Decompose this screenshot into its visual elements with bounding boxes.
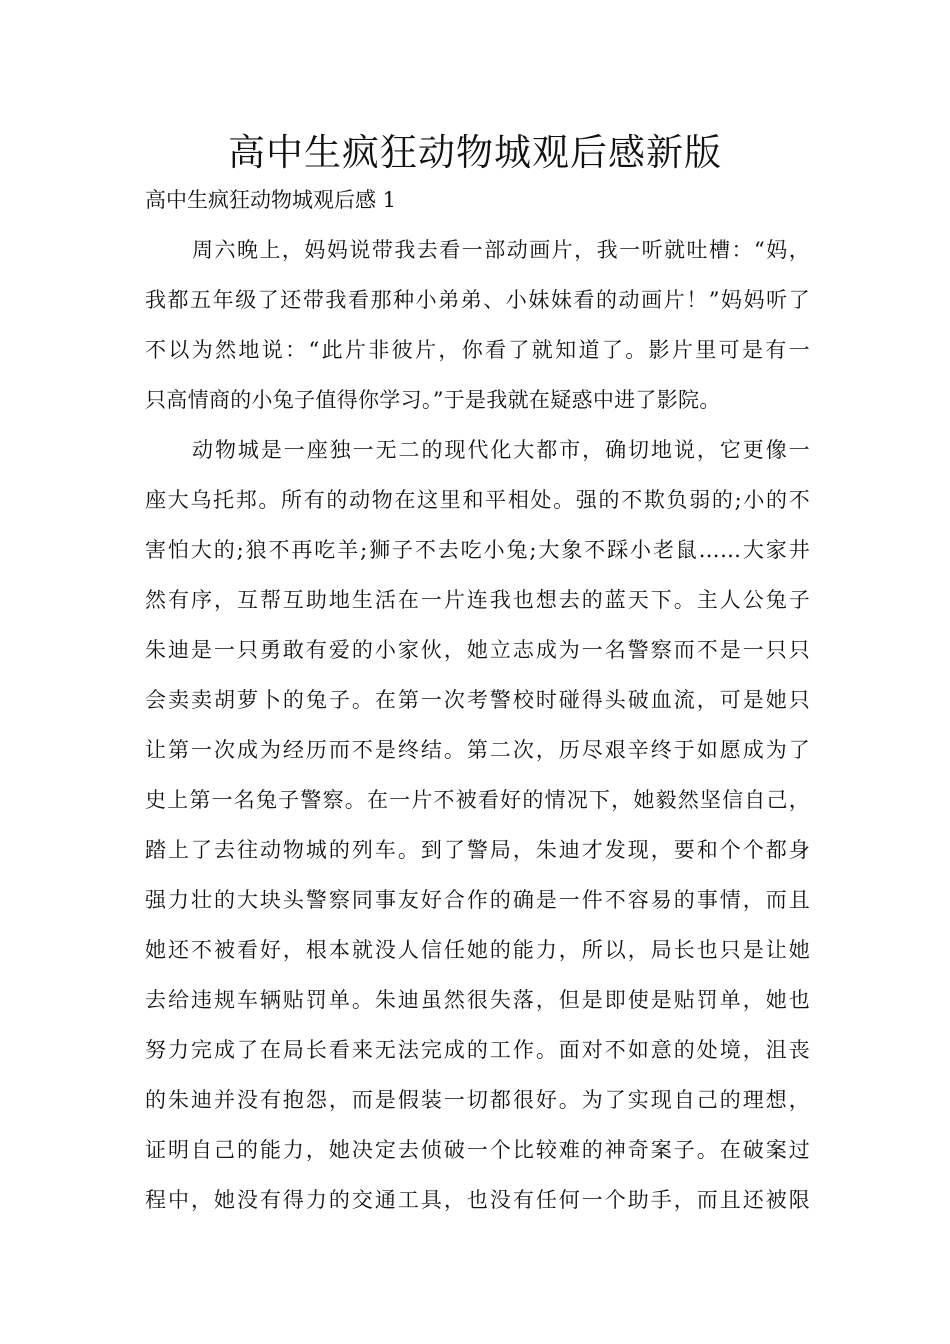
paragraph-2-line: 让第一次成为经历而不是终结。第二次，历尽艰辛终于如愿成为了 — [145, 738, 810, 762]
paragraph-2-line: 去给违规车辆贴罚单。朱迪虽然很失落，但是即使是贴罚单，她也 — [145, 988, 810, 1012]
paragraph-2-line: 害怕大的;狼不再吃羊;狮子不去吃小兔;大象不踩小老鼠……大家井 — [145, 538, 810, 562]
paragraph-2-line: 努力完成了在局长看来无法完成的工作。面对不如意的处境，沮丧 — [145, 1038, 810, 1062]
paragraph-2-line: 强力壮的大块头警察同事友好合作的确是一件不容易的事情，而且 — [145, 888, 810, 912]
paragraph-2-line: 史上第一名兔子警察。在一片不被看好的情况下，她毅然坚信自己， — [145, 788, 810, 812]
paragraph-2-line: 的朱迪并没有抱怨，而是假装一切都很好。为了实现自己的理想， — [145, 1088, 810, 1112]
paragraph-1-line: 我都五年级了还带我看那种小弟弟、小妹妹看的动画片！”妈妈听了 — [145, 288, 810, 312]
document-title: 高中生疯狂动物城观后感新版 — [228, 131, 722, 174]
paragraph-1-line: 周六晚上，妈妈说带我去看一部动画片，我一听就吐槽：“妈， — [192, 238, 810, 262]
paragraph-2-line: 座大乌托邦。所有的动物在这里和平相处。强的不欺负弱的;小的不 — [145, 488, 810, 512]
paragraph-2-line: 动物城是一座独一无二的现代化大都市，确切地说，它更像一 — [192, 438, 810, 462]
paragraph-2-line: 朱迪是一只勇敢有爱的小家伙，她立志成为一名警察而不是一只只 — [145, 638, 810, 662]
paragraph-2-line: 会卖卖胡萝卜的兔子。在第一次考警校时碰得头破血流，可是她只 — [145, 688, 810, 712]
section-heading: 高中生疯狂动物城观后感 1 — [145, 188, 397, 212]
paragraph-2-line: 程中，她没有得力的交通工具，也没有任何一个助手，而且还被限 — [145, 1188, 810, 1212]
paragraph-1-line: 只高情商的小兔子值得你学习。”于是我就在疑惑中进了影院。 — [145, 388, 721, 412]
paragraph-2-line: 踏上了去往动物城的列车。到了警局，朱迪才发现，要和个个都身 — [145, 838, 810, 862]
paragraph-2-line: 她还不被看好，根本就没人信任她的能力，所以，局长也只是让她 — [145, 938, 810, 962]
paragraph-2-line: 证明自己的能力，她决定去侦破一个比较难的神奇案子。在破案过 — [145, 1138, 810, 1162]
paragraph-2-line: 然有序，互帮互助地生活在一片连我也想去的蓝天下。主人公兔子 — [145, 588, 810, 612]
paragraph-1-line: 不以为然地说：“此片非彼片，你看了就知道了。影片里可是有一 — [145, 338, 810, 362]
